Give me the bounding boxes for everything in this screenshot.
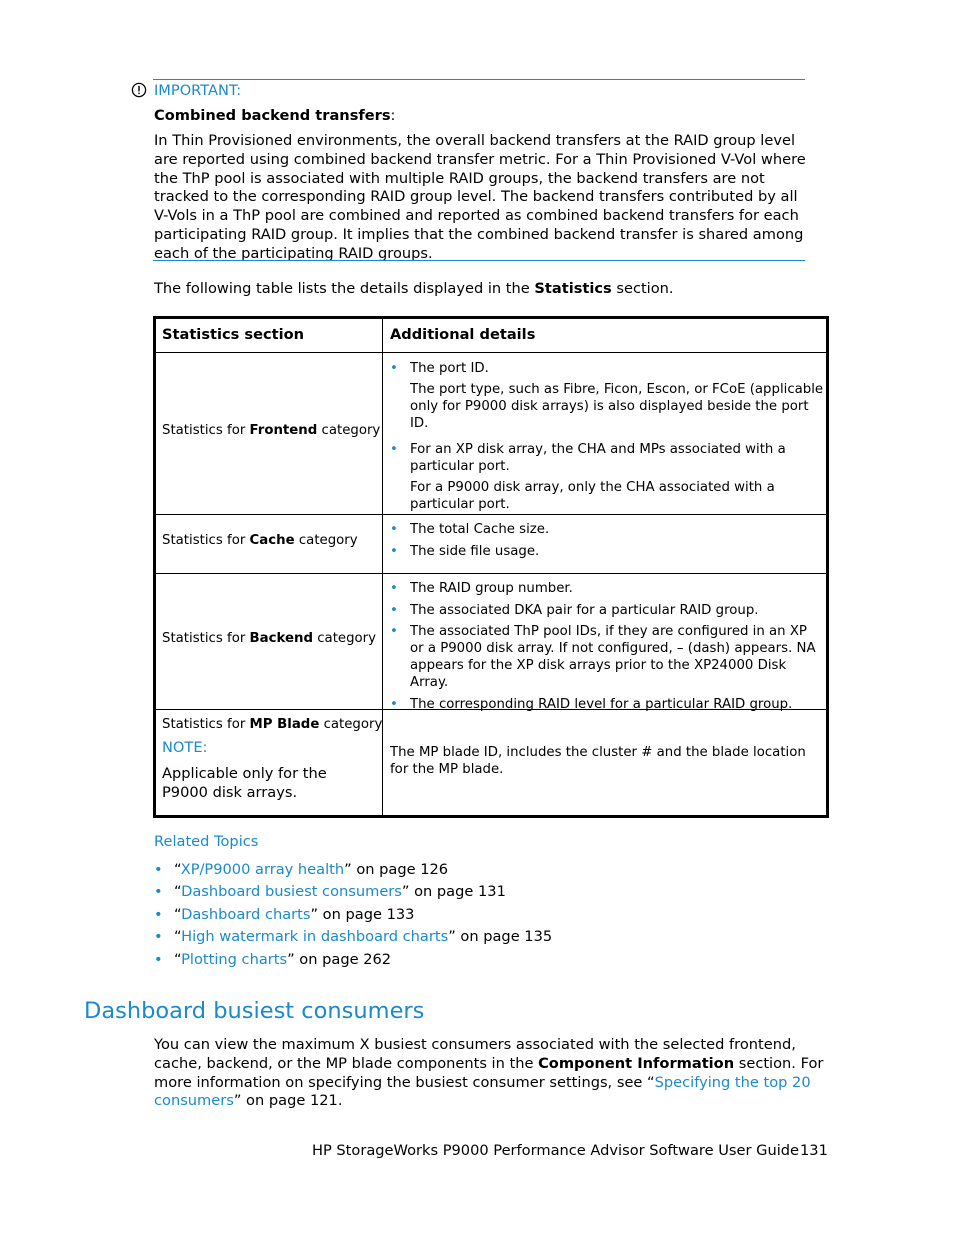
row-backend-details — [390, 580, 824, 713]
list-item: • “High watermark in dashboard charts” on page 135 — [154, 928, 553, 946]
link-xp-p9000-array-health[interactable]: XP/P9000 array health — [180, 861, 345, 878]
list-item: • “Dashboard charts” on page 133 — [154, 905, 415, 923]
table-header-section: Statistics section — [162, 326, 305, 343]
row-mp-blade-details: The MP blade ID, includes the cluster # and the blade location for the MP blade. — [390, 745, 806, 777]
important-label: IMPORTANT: — [154, 82, 242, 99]
important-heading: Combined backend transfers: — [154, 107, 396, 124]
row-frontend-details — [390, 360, 824, 513]
list-item: • The port ID. The port type, such as Fibre, Ficon, Escon, or FCoE (applicable only for P9000 disk arrays) is also displayed beside the port ID. — [390, 361, 824, 431]
table-intro: The following table lists the details displayed in the Statistics section. — [154, 280, 674, 297]
bullet-icon: • — [390, 522, 398, 537]
list-item: • The associated ThP pool IDs, if they are configured in an XP or a P9000 disk array. If not configured, – (dash) appears. NA appears for the XP disk arrays prior to the XP24000 Disk Array. — [390, 624, 816, 690]
bullet-icon: • — [390, 602, 398, 618]
table-row-divider — [156, 514, 826, 515]
table-header-divider — [156, 352, 826, 353]
row-backend-label: Statistics for Backend category — [162, 631, 377, 646]
footer-title: HP StorageWorks P9000 Performance Advisor Software User Guide — [312, 1142, 799, 1159]
important-top-rule — [153, 79, 805, 80]
list-item-subtext: For a P9000 disk array, only the CHA associated with a particular port. — [410, 480, 775, 512]
important-body: In Thin Provisioned environments, the overall backend transfers at the RAID group level are reported using combined backend transfer metric. For a Thin Provisioned V-Vol where the ThP pool is associated with multiple RAID groups, the backend transfers are not tracked to the corresponding RAID group level. The backend transfers contributed by all V-Vols in a ThP pool are combined and reported as combined backend transfers for each participating RAID group. It implies that the combined backend transfer is shared among each of the participating RAID groups. — [154, 132, 806, 262]
list-item: • “Plotting charts” on page 262 — [154, 950, 392, 968]
list-item: • “Dashboard busiest consumers” on page 131 — [154, 883, 506, 901]
bullet-icon: • — [390, 544, 398, 559]
related-topics-title: Related Topics — [154, 833, 259, 850]
list-item: • The side file usage. — [390, 544, 540, 559]
link-plotting-charts[interactable]: Plotting charts — [181, 950, 288, 968]
section-title: Dashboard busiest consumers — [84, 998, 425, 1024]
important-bottom-rule — [153, 260, 805, 261]
table-column-divider — [382, 319, 383, 815]
bullet-icon: • — [390, 696, 398, 712]
row-cache-details — [390, 521, 824, 560]
list-item: • The associated DKA pair for a particular RAID group. — [390, 602, 759, 618]
link-dashboard-busiest-consumers[interactable]: Dashboard busiest consumers — [181, 883, 402, 901]
bullet-icon: • — [154, 928, 163, 946]
note-text: Applicable only for the P9000 disk arrays. — [162, 765, 327, 801]
row-mp-blade-label: Statistics for MP Blade category — [162, 717, 383, 732]
table-row-divider — [156, 573, 826, 574]
page-number: 131 — [800, 1142, 828, 1159]
list-item-subtext: The port type, such as Fibre, Ficon, Escon, or FCoE (applicable only for P9000 disk arrays) is also displayed beside the port ID. — [410, 382, 824, 431]
note-label: NOTE: — [162, 739, 208, 756]
bullet-icon: • — [390, 581, 398, 596]
bullet-icon: • — [390, 361, 398, 376]
list-item: • “XP/P9000 array health” on page 126 — [154, 861, 449, 878]
bullet-icon: • — [390, 624, 398, 639]
list-item: • The corresponding RAID level for a particular RAID group. — [390, 696, 793, 712]
row-frontend-label: Statistics for Frontend category — [162, 423, 381, 438]
related-topics-list — [154, 861, 794, 973]
list-item: • For an XP disk array, the CHA and MPs associated with a particular port. For a P9000 disk array, only the CHA associated with a particular port. — [390, 441, 824, 513]
exclamation-circle-icon — [131, 82, 147, 98]
link-high-watermark[interactable]: High watermark in dashboard charts — [181, 928, 449, 946]
link-dashboard-charts[interactable]: Dashboard charts — [181, 905, 311, 923]
table-header-details: Additional details — [390, 326, 536, 343]
row-cache-label: Statistics for Cache category — [162, 533, 358, 548]
link-specifying-top-20-consumers[interactable]: Specifying the top 20 consumers — [154, 1073, 811, 1110]
bullet-icon: • — [154, 950, 163, 968]
bullet-icon: • — [390, 442, 398, 457]
bullet-icon: • — [154, 861, 163, 878]
bullet-icon: • — [154, 883, 163, 901]
list-item: • The total Cache size. — [390, 522, 550, 537]
bullet-icon: • — [154, 905, 163, 923]
statistics-table — [153, 316, 829, 818]
list-item: • The RAID group number. — [390, 581, 573, 596]
section-body: You can view the maximum X busiest consumers associated with the selected frontend, cache, backend, or the MP blade components in the Component Information section. For more information on specifying the busiest consumer settings, see “Specifying the top 20 consumers” on page 121. — [154, 1036, 824, 1110]
